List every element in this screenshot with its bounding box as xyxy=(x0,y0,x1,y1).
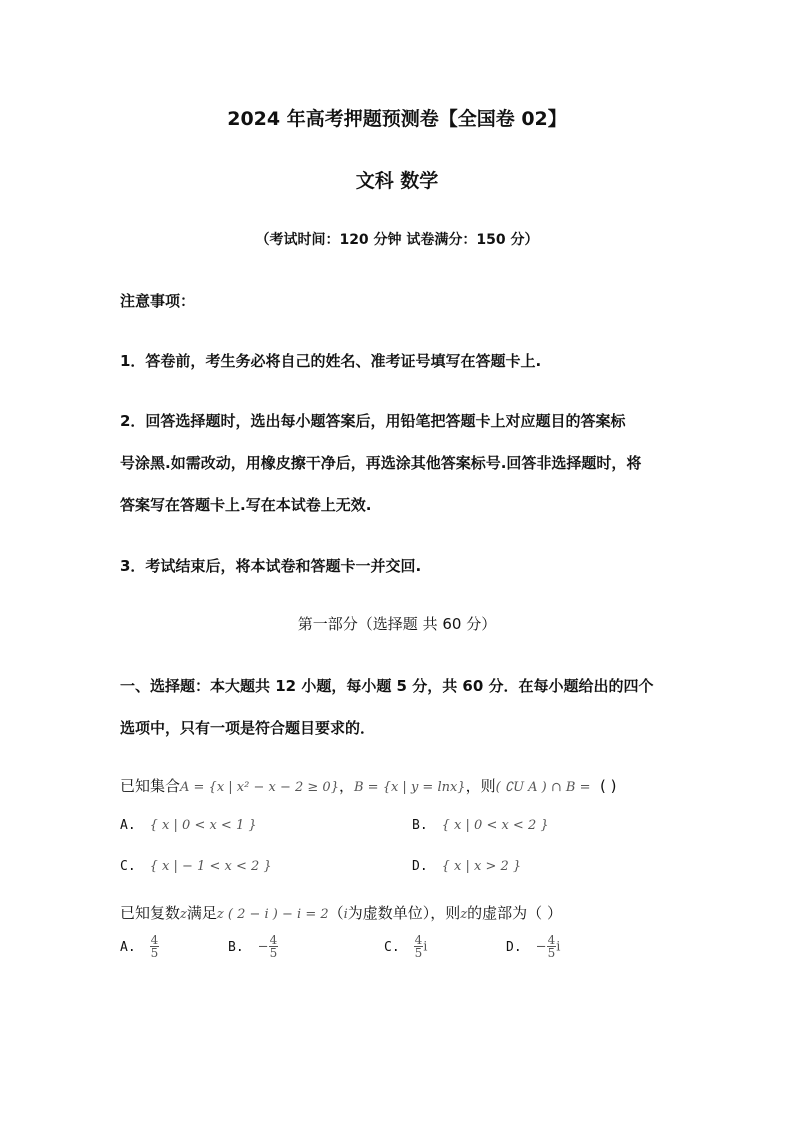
q2-option-c xyxy=(384,934,427,959)
option-label: B. xyxy=(412,818,428,833)
note-item-2-line-2: 号涂黑.如需改动，用橡皮擦干净后，再选涂其他答案标号.回答非选择题时，将 xyxy=(120,454,642,472)
option-label: A. xyxy=(120,818,136,833)
option-unit: i xyxy=(556,939,561,955)
note-item-2-line-1: 2．回答选择题时，选出每小题答案后，用铅笔把答题卡上对应题目的答案标 xyxy=(120,412,626,430)
q1-expression: ( ∁U A ) ∩ B = xyxy=(495,780,591,795)
option-text: { x | 0 < x < 1 } xyxy=(149,818,257,833)
q2-option-b xyxy=(228,934,278,959)
q2-mid1: 满足 xyxy=(186,904,217,922)
q2-option-d xyxy=(506,934,560,959)
question-2-stem xyxy=(120,902,562,923)
exam-title: 2024 年高考押题预测卷【全国卷 02】 xyxy=(227,108,567,130)
q1-answer-paren: ( ) xyxy=(600,777,617,795)
exam-info: （考试时间：120 分钟 试卷满分：150 分） xyxy=(255,232,539,248)
fraction-numerator: 4 xyxy=(547,933,556,947)
q1-option-c xyxy=(120,858,272,874)
q2-mid2: （ xyxy=(328,904,344,922)
part1-instructions-line-1: 一、选择题：本大题共 12 小题，每小题 5 分，共 60 分．在每小题给出的四个 xyxy=(120,677,654,695)
fraction-numerator: 4 xyxy=(150,933,159,947)
notes-heading: 注意事项： xyxy=(120,292,196,310)
fraction-denominator: 5 xyxy=(547,946,556,960)
part1-title: 第一部分（选择题 共 60 分） xyxy=(297,615,497,633)
q2-mid3: 为虚数单位），则 xyxy=(347,904,461,922)
option-sign: − xyxy=(535,939,547,955)
q1-option-d xyxy=(412,858,521,874)
question-1-stem xyxy=(120,775,617,796)
option-text: { x | − 1 < x < 2 } xyxy=(149,859,272,874)
option-text: { x | x > 2 } xyxy=(441,859,522,874)
fraction xyxy=(269,934,279,959)
q1-mid: ，则 xyxy=(465,777,496,795)
fraction-denominator: 5 xyxy=(414,946,423,960)
q2-var-z: z xyxy=(180,907,187,922)
q1-set-b: B = {x | y = lnx} xyxy=(353,780,466,795)
fraction-denominator: 5 xyxy=(269,946,278,960)
fraction xyxy=(547,934,557,959)
option-label: D. xyxy=(412,859,428,874)
note-item-1: 1．答卷前，考生务必将自己的姓名、准考证号填写在答题卡上. xyxy=(120,352,542,370)
q2-prefix: 已知复数 xyxy=(120,904,181,922)
fraction-numerator: 4 xyxy=(269,933,278,947)
option-label: C. xyxy=(384,939,400,955)
fraction xyxy=(414,934,424,959)
note-item-2-line-3: 答案写在答题卡上.写在本试卷上无效. xyxy=(120,496,372,514)
option-sign: − xyxy=(257,939,269,955)
option-label: A. xyxy=(120,939,136,955)
option-label: C. xyxy=(120,859,136,874)
q2-equation: z ( 2 − i ) − i = 2 xyxy=(216,907,329,922)
q2-var-i: i xyxy=(343,907,348,922)
q1-option-b xyxy=(412,817,549,833)
exam-subject: 文科 数学 xyxy=(355,170,439,192)
part1-instructions-line-2: 选项中，只有一项是符合题目要求的． xyxy=(120,719,376,737)
option-text: { x | 0 < x < 2 } xyxy=(441,818,549,833)
q1-prefix: 已知集合 xyxy=(120,777,181,795)
fraction-numerator: 4 xyxy=(414,933,423,947)
option-unit: i xyxy=(423,939,428,955)
q1-sep: ， xyxy=(338,777,354,795)
fraction xyxy=(150,934,160,959)
option-label: B. xyxy=(228,939,244,955)
option-label: D. xyxy=(506,939,522,955)
q2-var-z2: z xyxy=(460,907,468,922)
q2-option-a xyxy=(120,934,159,959)
q2-suffix: 的虚部为（ ） xyxy=(467,904,562,922)
q1-set-a: A = {x | x² − x − 2 ≥ 0} xyxy=(180,780,339,795)
fraction-denominator: 5 xyxy=(150,946,159,960)
note-item-3: 3．考试结束后，将本试卷和答题卡一并交回. xyxy=(120,557,422,575)
q1-option-a xyxy=(120,817,257,833)
